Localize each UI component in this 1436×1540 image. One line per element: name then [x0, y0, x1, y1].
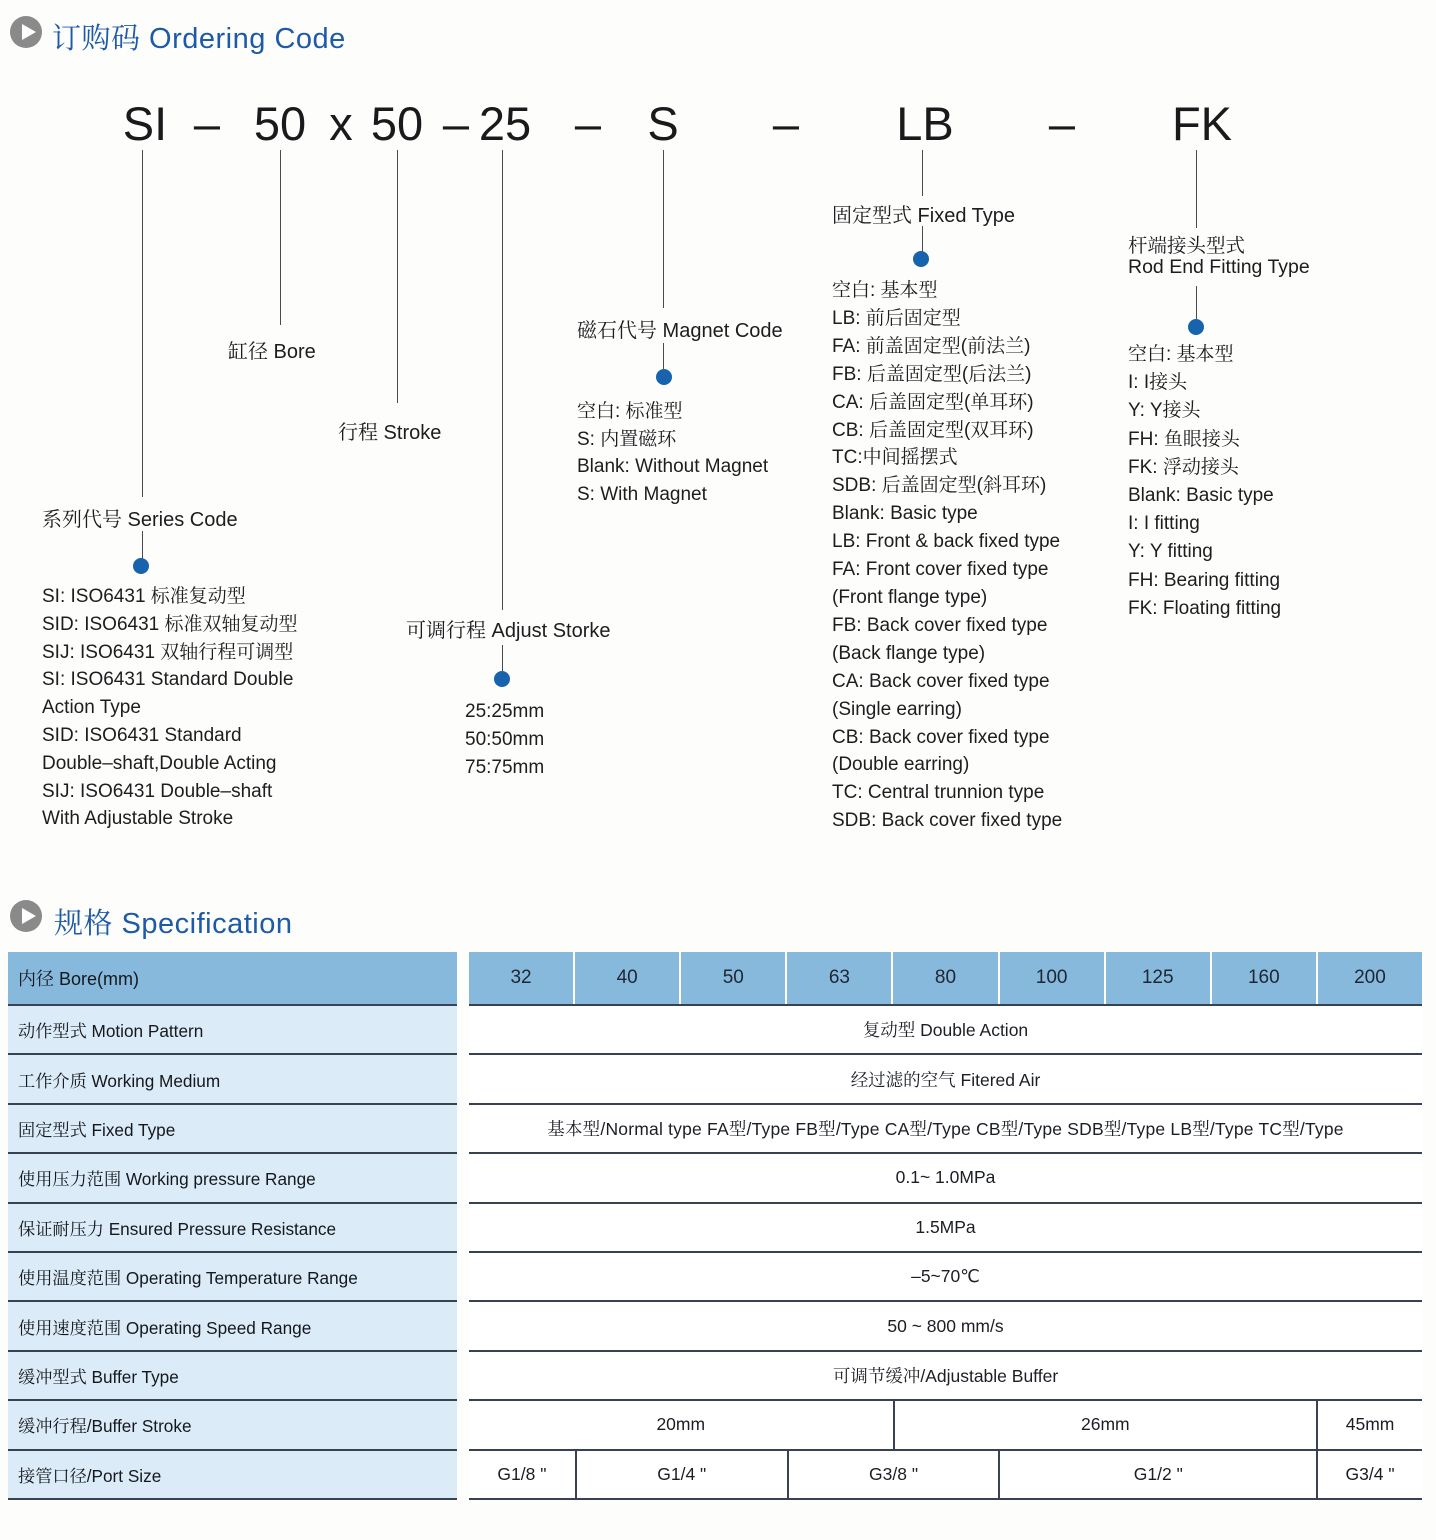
list-item: SID: ISO6431 标准双轴复动型	[42, 613, 298, 635]
list-item: Action Type	[42, 697, 141, 719]
row-label: 使用压力范围 Working pressure Range	[8, 1154, 457, 1203]
list-item: SID: ISO6431 Standard	[42, 724, 242, 746]
merged-cell: G1/2 "	[998, 1451, 1316, 1498]
connector-line-fixed	[922, 150, 923, 196]
list-item: CB: Back cover fixed type	[832, 726, 1050, 748]
connector-stub-series	[142, 531, 143, 559]
magnet-code-label: 磁石代号 Magnet Code	[577, 320, 783, 342]
column-gap	[457, 1401, 469, 1450]
row-label: 接管口径/Port Size	[8, 1451, 457, 1500]
code-part-fixed: LB	[896, 97, 954, 150]
code-dash-icon: –	[574, 97, 602, 150]
table-row-speed-range	[8, 1302, 1422, 1351]
list-item: Blank: Basic type	[832, 503, 978, 525]
list-item: With Adjustable Stroke	[42, 808, 234, 830]
code-part-magnet: S	[647, 97, 679, 150]
magnet-dot-icon	[656, 369, 672, 385]
series-dot-icon	[133, 558, 149, 574]
port-size-cells	[469, 1451, 1422, 1498]
code-part-rod-end: FK	[1171, 97, 1233, 150]
code-part-stroke: 50	[370, 97, 424, 150]
list-item: 75:75mm	[465, 757, 545, 778]
magnet-code-list	[577, 398, 768, 508]
code-dash-icon: –	[772, 97, 800, 150]
column-gap	[457, 1055, 469, 1104]
bore-column: 63	[787, 952, 891, 1004]
connector-stub-adjust	[502, 645, 503, 671]
list-item: 空白: 基本型	[1128, 344, 1234, 365]
row-value: 基本型/Normal type FA型/Type FB型/Type CA型/Type CB型/Type SDB型/Type LB型/Type TC型/Type	[469, 1105, 1422, 1154]
list-item: Y: Y fitting	[1128, 541, 1213, 563]
bore-column: 200	[1318, 952, 1422, 1004]
list-item: FH: Bearing fitting	[1128, 569, 1281, 591]
row-label: 使用温度范围 Operating Temperature Range	[8, 1253, 457, 1302]
table-row-port-size	[8, 1451, 1422, 1500]
list-item: (Back flange type)	[832, 642, 986, 664]
table-row-working-medium	[8, 1055, 1422, 1104]
row-label: 动作型式 Motion Pattern	[8, 1006, 457, 1055]
list-item: 空白: 基本型	[832, 280, 938, 301]
adjust-dot-icon	[494, 671, 510, 687]
table-row-buffer-type	[8, 1352, 1422, 1401]
table-row-buffer-stroke	[8, 1401, 1422, 1450]
code-dash-icon: –	[1048, 97, 1076, 150]
merged-cell: G3/4 "	[1316, 1451, 1422, 1498]
code-part-series: SI	[122, 97, 168, 150]
list-item: CB: 后盖固定型(双耳环)	[832, 419, 1034, 441]
column-gap	[457, 952, 469, 1006]
column-gap	[457, 1105, 469, 1154]
connector-line-rod-end	[1196, 150, 1197, 228]
list-item: LB: 前后固定型	[832, 307, 961, 329]
ordering-code-section-title: 订购码 Ordering Code	[52, 23, 346, 55]
column-gap	[457, 1006, 469, 1055]
play-triangle	[22, 24, 36, 40]
buffer-stroke-cells	[469, 1401, 1422, 1448]
list-item: Double–shaft,Double Acting	[42, 752, 277, 774]
list-item: SIJ: ISO6431 双轴行程可调型	[42, 641, 294, 663]
adjust-stroke-label: 可调行程 Adjust Storke	[406, 620, 611, 642]
row-value: 0.1~ 1.0MPa	[469, 1154, 1422, 1203]
code-times-icon: x	[329, 97, 353, 150]
bore-column: 100	[1000, 952, 1104, 1004]
list-item: S: With Magnet	[577, 483, 707, 505]
connector-stub-fixed	[922, 226, 923, 252]
connector-line-bore	[280, 150, 281, 325]
list-item: SI: ISO6431 标准复动型	[42, 586, 246, 607]
specification-table	[8, 952, 1422, 1500]
rod-end-list	[1128, 341, 1281, 623]
list-item: TC: Central trunnion type	[832, 782, 1045, 804]
table-row-temperature-range	[8, 1253, 1422, 1302]
column-gap	[457, 1253, 469, 1302]
list-item: (Single earring)	[832, 698, 962, 720]
table-row-motion-pattern	[8, 1006, 1422, 1055]
list-item: FA: 前盖固定型(前法兰)	[832, 335, 1031, 357]
list-item: LB: Front & back fixed type	[832, 531, 1061, 553]
row-label: 保证耐压力 Ensured Pressure Resistance	[8, 1204, 457, 1253]
bore-header-cell: 内径 Bore(mm)	[8, 952, 457, 1006]
adjust-stroke-list	[465, 698, 544, 782]
row-label: 缓冲行程/Buffer Stroke	[8, 1401, 457, 1450]
list-item: FK: 浮动接头	[1128, 456, 1239, 478]
rod-end-label-en: Rod End Fitting Type	[1128, 256, 1310, 278]
play-icon	[10, 16, 42, 48]
rod-end-dot-icon	[1188, 319, 1204, 335]
code-part-adjust: 25	[478, 97, 532, 150]
code-part-bore: 50	[253, 97, 307, 150]
column-gap	[457, 1451, 469, 1500]
list-item: Blank: Basic type	[1128, 485, 1274, 507]
merged-cell: G3/8 "	[787, 1451, 999, 1498]
row-value: 50 ~ 800 mm/s	[469, 1302, 1422, 1351]
connector-line-series	[142, 150, 143, 497]
list-item: FA: Front cover fixed type	[832, 559, 1049, 581]
bore-column: 160	[1212, 952, 1316, 1004]
connector-line-magnet	[663, 150, 664, 308]
column-gap	[457, 1302, 469, 1351]
merged-cell: 20mm	[656, 1414, 706, 1435]
table-row-ensured-pressure	[8, 1204, 1422, 1253]
bore-column: 50	[681, 952, 785, 1004]
table-header-row	[8, 952, 1422, 1006]
list-item: I: I接头	[1128, 372, 1188, 394]
list-item: SI: ISO6431 Standard Double	[42, 669, 294, 691]
fixed-type-label: 固定型式 Fixed Type	[832, 205, 1016, 227]
stroke-label: 行程 Stroke	[338, 422, 442, 444]
list-item: (Double earring)	[832, 754, 970, 776]
bore-column: 125	[1106, 952, 1210, 1004]
specification-section-title: 规格 Specification	[54, 908, 293, 940]
column-gap	[457, 1154, 469, 1203]
row-label: 工作介质 Working Medium	[8, 1055, 457, 1104]
merged-cell: 26mm	[893, 1401, 1317, 1448]
column-gap	[457, 1352, 469, 1401]
list-item: 25:25mm	[465, 701, 545, 722]
list-item: (Front flange type)	[832, 586, 988, 608]
row-value: 经过滤的空气 Fitered Air	[469, 1055, 1422, 1104]
list-item: TC:中间摇摆式	[832, 447, 958, 469]
merged-cell: G1/4 "	[575, 1451, 787, 1498]
list-item: SDB: Back cover fixed type	[832, 810, 1063, 832]
list-item: FH: 鱼眼接头	[1128, 428, 1240, 450]
code-dash-icon: –	[442, 97, 470, 150]
play-icon	[10, 900, 42, 932]
row-value: 1.5MPa	[469, 1204, 1422, 1253]
row-value: 复动型 Double Action	[469, 1006, 1422, 1055]
row-value: –5~70℃	[469, 1253, 1422, 1302]
row-label: 使用速度范围 Operating Speed Range	[8, 1302, 457, 1351]
list-item: SDB: 后盖固定型(斜耳环)	[832, 475, 1047, 497]
merged-cell: G1/8 "	[497, 1463, 547, 1484]
list-item: CA: 后盖固定型(单耳环)	[832, 391, 1034, 413]
list-item: Blank: Without Magnet	[577, 456, 769, 477]
row-label: 固定型式 Fixed Type	[8, 1105, 457, 1154]
list-item: SIJ: ISO6431 Double–shaft	[42, 780, 273, 802]
connector-stub-magnet	[663, 343, 664, 369]
bore-columns	[469, 952, 1422, 1004]
list-item: I: I fitting	[1128, 513, 1200, 535]
list-item: 50:50mm	[465, 729, 545, 750]
connector-line-stroke	[397, 150, 398, 403]
list-item: Y: Y接头	[1128, 400, 1201, 422]
column-gap	[457, 1204, 469, 1253]
series-code-label: 系列代号 Series Code	[42, 509, 238, 531]
list-item: 空白: 标准型	[577, 401, 683, 422]
list-item: FB: Back cover fixed type	[832, 614, 1048, 636]
fixed-type-list	[832, 277, 1062, 835]
play-triangle	[22, 908, 36, 924]
list-item: S: 内置磁环	[577, 428, 677, 450]
connector-line-adjust	[502, 150, 503, 610]
table-row-fixed-type	[8, 1105, 1422, 1154]
list-item: CA: Back cover fixed type	[832, 670, 1050, 692]
list-item: FK: Floating fitting	[1128, 597, 1282, 619]
rod-end-label-cn: 杆端接头型式	[1128, 235, 1246, 257]
fixed-dot-icon	[913, 251, 929, 267]
connector-stub-rod-end	[1196, 286, 1197, 319]
bore-column: 40	[575, 952, 679, 1004]
code-dash-icon: –	[193, 97, 221, 150]
bore-column: 80	[893, 952, 997, 1004]
merged-cell: 45mm	[1316, 1401, 1422, 1448]
row-value: 可调节缓冲/Adjustable Buffer	[469, 1352, 1422, 1401]
bore-column: 32	[469, 952, 573, 1004]
table-row-working-pressure	[8, 1154, 1422, 1203]
row-label: 缓冲型式 Buffer Type	[8, 1352, 457, 1401]
list-item: FB: 后盖固定型(后法兰)	[832, 363, 1032, 385]
series-code-list	[42, 583, 298, 833]
bore-label: 缸径 Bore	[228, 341, 316, 363]
